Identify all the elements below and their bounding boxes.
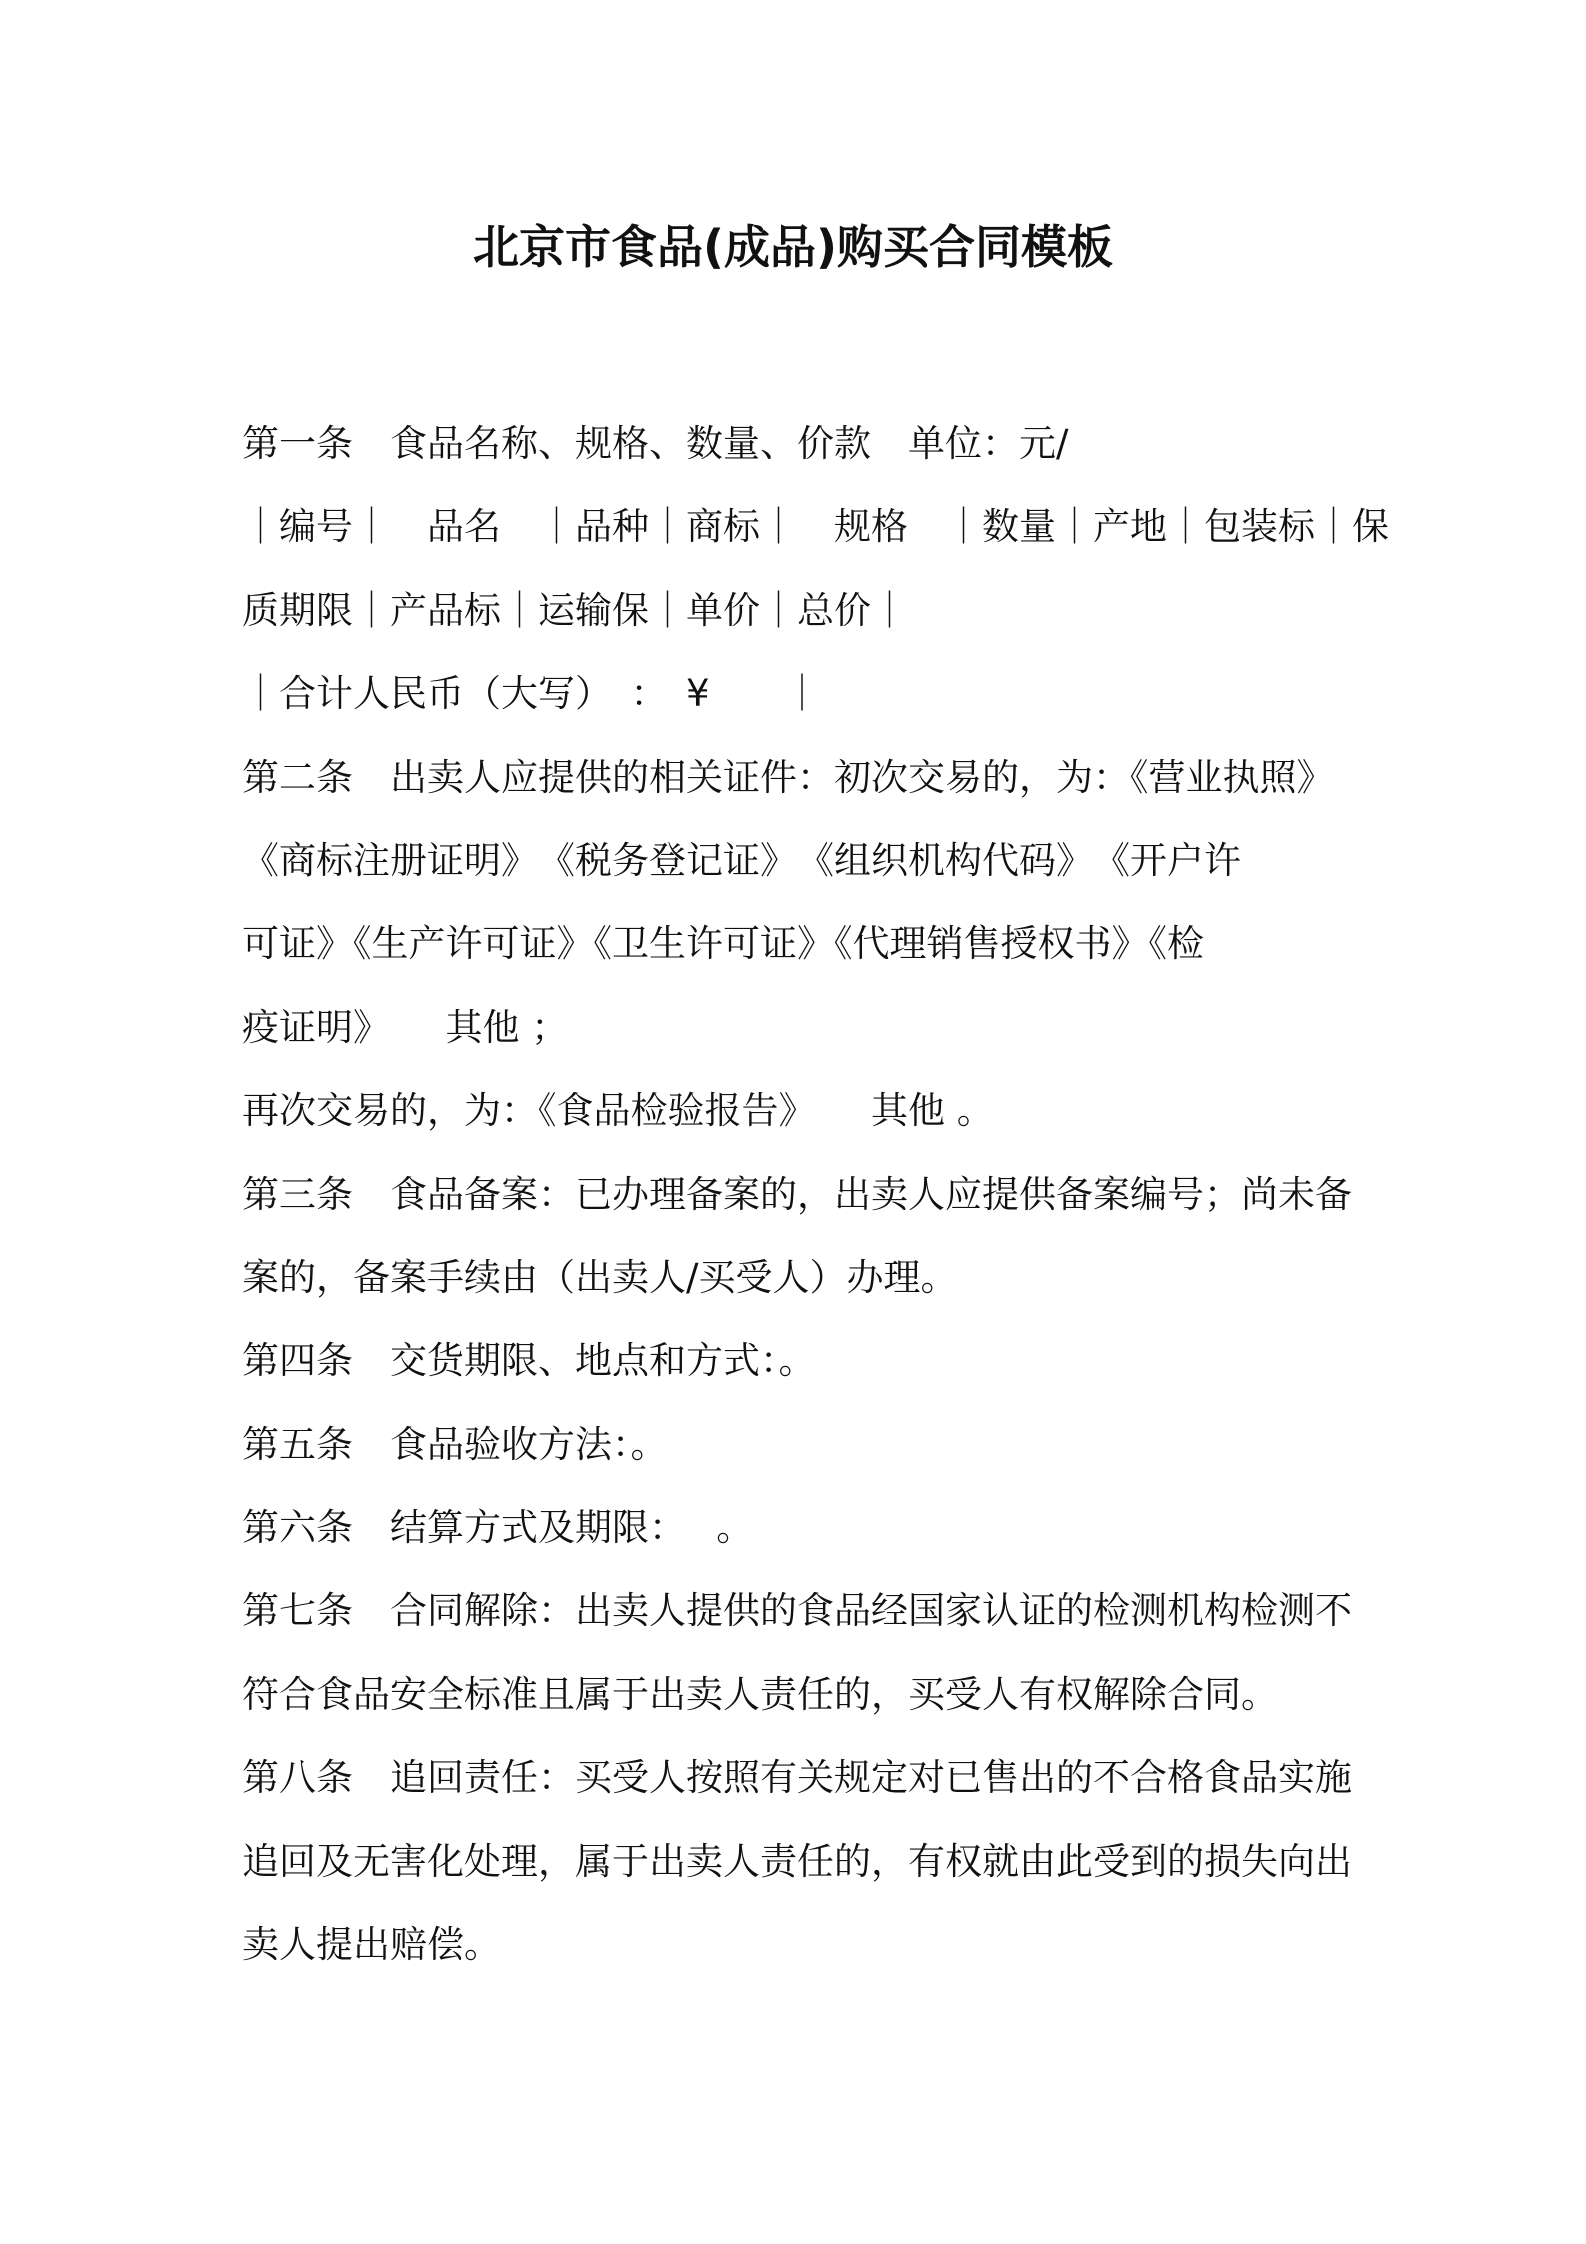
table-header-row-part-2: 质期限｜产品标｜运输保｜单价｜总价｜ — [242, 588, 908, 632]
article-2-line-2: 《商标注册证明》 《税务登记证》 《组织机构代码》 《开户许 — [242, 838, 1241, 882]
article-2-line-5: 再次交易的，为：《食品检验报告》 其他 。 — [242, 1089, 994, 1133]
article-5: 第五条 食品验收方法：。 — [242, 1422, 668, 1466]
article-2-line-3: 可证》《生产许可证》《卫生许可证》《代理销售授权书》《检 — [242, 922, 1204, 966]
document-body — [242, 402, 1389, 1986]
article-2-line-4: 疫证明》 其他 ； — [242, 1005, 569, 1049]
table-header-row-part-1: ｜编号｜ 品名 ｜品种｜商标｜ 规格 ｜数量｜产地｜包装标｜保 — [242, 505, 1389, 549]
article-7-line-2: 符合食品安全标准且属于出卖人责任的，买受人有权解除合同。 — [242, 1672, 1278, 1716]
article-8-line-1: 第八条 追回责任：买受人按照有关规定对已售出的不合格食品实施 — [242, 1756, 1352, 1800]
article-8-line-2: 追回及无害化处理，属于出卖人责任的，有权就由此受到的损失向出 — [242, 1839, 1352, 1883]
article-8-line-3: 卖人提出赔偿。 — [242, 1923, 501, 1967]
article-1-heading: 第一条 食品名称、规格、数量、价款 单位：元/ — [242, 422, 1069, 465]
article-6: 第六条 结算方式及期限： 。 — [242, 1506, 754, 1550]
article-3-line-1: 第三条 食品备案：已办理备案的，出卖人应提供备案编号；尚未备 — [242, 1172, 1352, 1216]
article-4: 第四条 交货期限、地点和方式：。 — [242, 1339, 816, 1383]
table-total-row: ｜合计人民币（大写） ： ¥ ｜ — [242, 672, 821, 716]
article-7-line-1: 第七条 合同解除：出卖人提供的食品经国家认证的检测机构检测不 — [242, 1589, 1352, 1633]
article-2-line-1: 第二条 出卖人应提供的相关证件：初次交易的，为：《营业执照》 — [242, 755, 1334, 799]
document-title: 北京市食品(成品)购买合同模板 — [472, 220, 1114, 274]
article-3-line-2: 案的，备案手续由（出卖人/买受人）办理。 — [242, 1255, 958, 1299]
